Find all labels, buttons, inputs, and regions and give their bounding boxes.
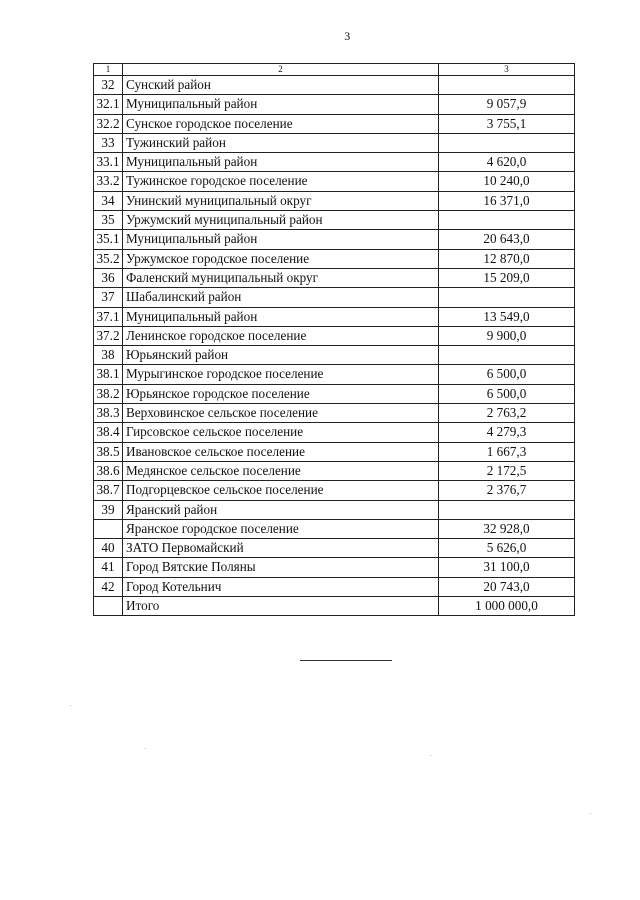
row-name: Город Котельнич: [123, 577, 439, 596]
scan-speck: [590, 813, 591, 814]
table-row: [94, 288, 575, 307]
row-name: Итого: [123, 597, 439, 616]
row-name: Уржумское городское поселение: [123, 249, 439, 268]
table-row: [94, 211, 575, 230]
table-row: [94, 365, 575, 384]
row-value: 15 209,0: [439, 268, 575, 287]
row-name: Сунское городское поселение: [123, 114, 439, 133]
table-row: [94, 539, 575, 558]
row-value: 2 763,2: [439, 404, 575, 423]
row-name: Медянское сельское поселение: [123, 461, 439, 480]
table-row: [94, 558, 575, 577]
row-number: 37: [94, 288, 123, 307]
row-value: 2 376,7: [439, 481, 575, 500]
scan-speck: [430, 755, 431, 756]
row-name: Верховинское сельское поселение: [123, 404, 439, 423]
row-name: Фаленский муниципальный округ: [123, 268, 439, 287]
row-number: 39: [94, 500, 123, 519]
scan-speck: [70, 705, 71, 706]
row-value: 3 755,1: [439, 114, 575, 133]
row-name: Юрьянское городское поселение: [123, 384, 439, 403]
row-name: Уржумский муниципальный район: [123, 211, 439, 230]
row-name: Шабалинский район: [123, 288, 439, 307]
row-value: 6 500,0: [439, 365, 575, 384]
row-number: 33.2: [94, 172, 123, 191]
table-row: [94, 346, 575, 365]
row-number: 37.2: [94, 326, 123, 345]
row-number: 35: [94, 211, 123, 230]
table-row: [94, 597, 575, 616]
row-value: 9 900,0: [439, 326, 575, 345]
table-row: [94, 114, 575, 133]
row-name: Юрьянский район: [123, 346, 439, 365]
table-row: [94, 191, 575, 210]
row-number: 38.7: [94, 481, 123, 500]
table-row: [94, 153, 575, 172]
row-name: Подгорцевское сельское поселение: [123, 481, 439, 500]
row-name: Мурыгинское городское поселение: [123, 365, 439, 384]
table-row: [94, 133, 575, 152]
table-row: [94, 76, 575, 95]
row-name: Муниципальный район: [123, 95, 439, 114]
row-name: Гирсовское сельское поселение: [123, 423, 439, 442]
closing-line: [300, 660, 392, 661]
table-row: [94, 172, 575, 191]
row-name: Муниципальный район: [123, 307, 439, 326]
row-number: 35.2: [94, 249, 123, 268]
table-row: [94, 249, 575, 268]
row-number: 38.6: [94, 461, 123, 480]
header-col-3: 3: [439, 64, 575, 76]
row-number: 38: [94, 346, 123, 365]
table-row: [94, 230, 575, 249]
table-row: [94, 404, 575, 423]
row-value: 13 549,0: [439, 307, 575, 326]
row-value: 5 626,0: [439, 539, 575, 558]
row-name: Город Вятские Поляны: [123, 558, 439, 577]
table-row: [94, 423, 575, 442]
row-value: 1 000 000,0: [439, 597, 575, 616]
page-number: 3: [344, 29, 351, 43]
row-number: 33.1: [94, 153, 123, 172]
row-name: Яранское городское поселение: [123, 519, 439, 538]
row-number: 33: [94, 133, 123, 152]
row-number: 32.1: [94, 95, 123, 114]
table-row: [94, 500, 575, 519]
table-row: [94, 481, 575, 500]
row-number: 42: [94, 577, 123, 596]
row-value: 4 620,0: [439, 153, 575, 172]
row-value: 10 240,0: [439, 172, 575, 191]
table-body: [94, 64, 575, 616]
row-value: [439, 346, 575, 365]
row-value: 2 172,5: [439, 461, 575, 480]
row-name: Сунский район: [123, 76, 439, 95]
row-value: [439, 288, 575, 307]
row-value: 20 743,0: [439, 577, 575, 596]
row-value: 31 100,0: [439, 558, 575, 577]
row-number: [94, 519, 123, 538]
row-number: [94, 597, 123, 616]
table-row: [94, 577, 575, 596]
row-number: 32: [94, 76, 123, 95]
row-value: 4 279,3: [439, 423, 575, 442]
row-name: Муниципальный район: [123, 230, 439, 249]
row-number: 40: [94, 539, 123, 558]
header-col-1: 1: [94, 64, 123, 76]
header-col-2: 2: [123, 64, 439, 76]
row-number: 41: [94, 558, 123, 577]
row-name: Ивановское сельское поселение: [123, 442, 439, 461]
table-row: [94, 307, 575, 326]
row-value: 32 928,0: [439, 519, 575, 538]
row-name: ЗАТО Первомайский: [123, 539, 439, 558]
row-number: 38.2: [94, 384, 123, 403]
table-row: [94, 95, 575, 114]
row-number: 35.1: [94, 230, 123, 249]
row-number: 38.3: [94, 404, 123, 423]
row-value: 1 667,3: [439, 442, 575, 461]
table-row: [94, 326, 575, 345]
row-number: 38.4: [94, 423, 123, 442]
table-row: [94, 442, 575, 461]
row-name: Тужинское городское поселение: [123, 172, 439, 191]
row-number: 38.1: [94, 365, 123, 384]
row-name: Ленинское городское поселение: [123, 326, 439, 345]
row-value: [439, 500, 575, 519]
row-value: [439, 76, 575, 95]
row-value: [439, 133, 575, 152]
row-number: 37.1: [94, 307, 123, 326]
row-name: Тужинский район: [123, 133, 439, 152]
row-number: 36: [94, 268, 123, 287]
row-name: Муниципальный район: [123, 153, 439, 172]
row-value: 9 057,9: [439, 95, 575, 114]
table-row: [94, 384, 575, 403]
row-value: 12 870,0: [439, 249, 575, 268]
row-value: [439, 211, 575, 230]
table-header-row: [94, 64, 575, 76]
row-number: 32.2: [94, 114, 123, 133]
row-value: 6 500,0: [439, 384, 575, 403]
table-row: [94, 519, 575, 538]
table-row: [94, 268, 575, 287]
row-value: 20 643,0: [439, 230, 575, 249]
allocation-table: [93, 63, 575, 616]
row-number: 38.5: [94, 442, 123, 461]
table-row: [94, 461, 575, 480]
row-name: Яранский район: [123, 500, 439, 519]
row-number: 34: [94, 191, 123, 210]
row-name: Унинский муниципальный округ: [123, 191, 439, 210]
scan-speck: [145, 748, 146, 749]
row-value: 16 371,0: [439, 191, 575, 210]
